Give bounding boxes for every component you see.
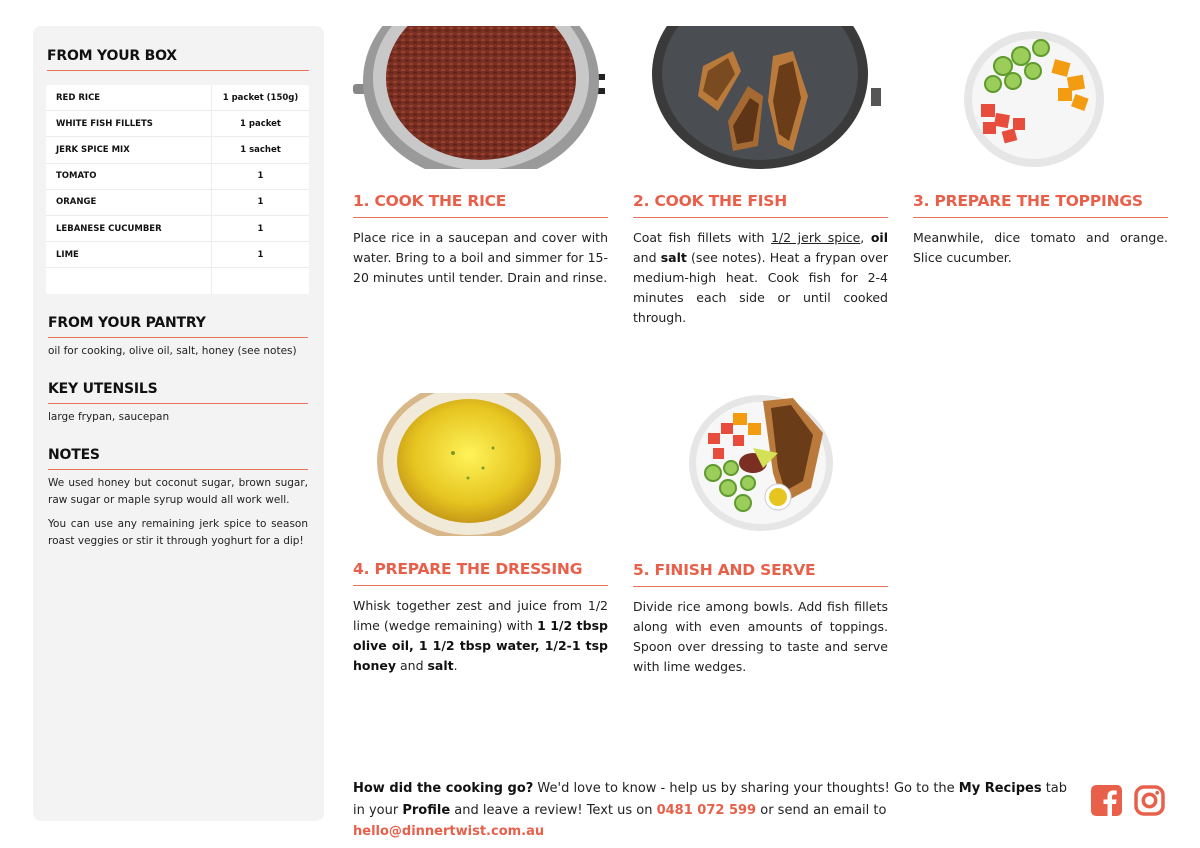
dressing-bowl-photo [353, 393, 608, 536]
table-row [46, 190, 309, 216]
sidebar [33, 26, 324, 821]
utensils-title: KEY UTENSILS [48, 381, 308, 404]
step-4-title: 4. PREPARE THE DRESSING [353, 560, 608, 586]
notes-paragraph-2: You can use any remaining jerk spice to season roast veggies or stir it through yoghurt for a dip! [48, 518, 308, 547]
ingredient-qty: 1 [211, 190, 309, 215]
step-3-body: Meanwhile, dice tomato and orange. Slice cucumber. [913, 230, 1168, 265]
table-row [46, 137, 309, 163]
ingredient-name: RED RICE [56, 92, 101, 103]
ingredient-name: ORANGE [56, 197, 97, 208]
ingredient-qty: 1 packet [211, 111, 309, 136]
step-2-jerk-spice-link: 1/2 jerk spice [770, 230, 861, 245]
instagram-icon[interactable] [1133, 784, 1166, 817]
step-4-text: . [453, 658, 458, 673]
footer-question: How did the cooking go? [353, 781, 534, 796]
ingredient-name: TOMATO [56, 171, 97, 182]
box-ingredients-table [46, 85, 309, 294]
pantry-title: FROM YOUR PANTRY [48, 315, 308, 338]
utensils-text: large frypan, saucepan [48, 411, 170, 423]
finished-plate-photo [633, 393, 888, 536]
step-2-oil: oil [870, 230, 888, 245]
step-4-text: Whisk together zest and juice from 1/2 lime (wedge remaining) with [353, 598, 608, 633]
rice-saucepan-photo [353, 26, 608, 169]
step-4-body [353, 596, 608, 676]
my-recipes-link[interactable]: My Recipes [958, 781, 1042, 796]
notes-paragraph-1: We used honey but coconut sugar, brown sugar, raw sugar or maple syrup would all work well. [48, 477, 308, 506]
table-row [46, 85, 309, 111]
pantry-text: oil for cooking, olive oil, salt, honey (see notes) [48, 345, 297, 357]
ingredient-name: WHITE FISH FILLETS [56, 118, 153, 129]
ingredient-qty: 1 sachet [211, 137, 309, 162]
step-2-body [633, 228, 888, 328]
table-row [46, 216, 309, 242]
table-row [46, 164, 309, 190]
step-2-text: , [860, 230, 871, 245]
step-4-ingredients: 1 1/2 tbsp olive oil, 1 1/2 tbsp water, 1/2-1 tsp honey [353, 618, 608, 673]
footer-text: tab in your [353, 781, 1068, 818]
ingredient-qty: 1 [211, 216, 309, 241]
step-2-text: Coat fish fillets with [633, 230, 771, 245]
ingredient-qty: 1 [211, 164, 309, 189]
table-row-empty [46, 268, 309, 294]
step-3-title: 3. PREPARE THE TOPPINGS [913, 192, 1168, 218]
table-row [46, 111, 309, 137]
footer-text: or send an email to [756, 802, 887, 818]
profile-link[interactable]: Profile [402, 802, 451, 818]
ingredient-qty: 1 [211, 242, 309, 267]
ingredient-name: JERK SPICE MIX [56, 144, 130, 155]
step-2-text: and [633, 250, 661, 265]
toppings-plate-photo [913, 26, 1168, 169]
facebook-icon[interactable] [1090, 784, 1123, 817]
from-box-title: FROM YOUR BOX [47, 48, 309, 71]
step-1-title: 1. COOK THE RICE [353, 192, 608, 218]
fish-frypan-photo [633, 26, 888, 169]
step-2-text: (see notes). Heat a frypan over medium-high heat. Cook fish for 2-4 minutes each side or until cooked through. [633, 250, 888, 325]
ingredient-qty: 1 packet (150g) [211, 85, 309, 110]
step-5-title: 5. FINISH AND SERVE [633, 561, 888, 587]
email-link[interactable]: hello@dinnertwist.com.au [353, 824, 545, 839]
step-1-body: Place rice in a saucepan and cover with water. Bring to a boil and simmer for 15-20 minutes until tender. Drain and rinse. [353, 230, 608, 285]
step-4-salt: salt [427, 658, 454, 673]
step-5-body: Divide rice among bowls. Add fish fillets along with even amounts of toppings. Spoon over dressing to taste and serve with lime wedges. [633, 599, 888, 674]
table-row [46, 242, 309, 268]
footer-text: We'd love to know - help us by sharing your thoughts! Go to the [533, 781, 959, 796]
notes-title: NOTES [48, 447, 308, 470]
ingredient-name: LEBANESE CUCUMBER [56, 223, 162, 234]
feedback-footer [353, 778, 1078, 843]
step-4-text: and [396, 658, 428, 673]
step-2-title: 2. COOK THE FISH [633, 192, 888, 218]
step-2-salt: salt [660, 250, 687, 265]
footer-text: and leave a review! Text us on [450, 802, 657, 818]
ingredient-name: LIME [56, 249, 79, 260]
phone-link[interactable]: 0481 072 599 [656, 802, 757, 818]
